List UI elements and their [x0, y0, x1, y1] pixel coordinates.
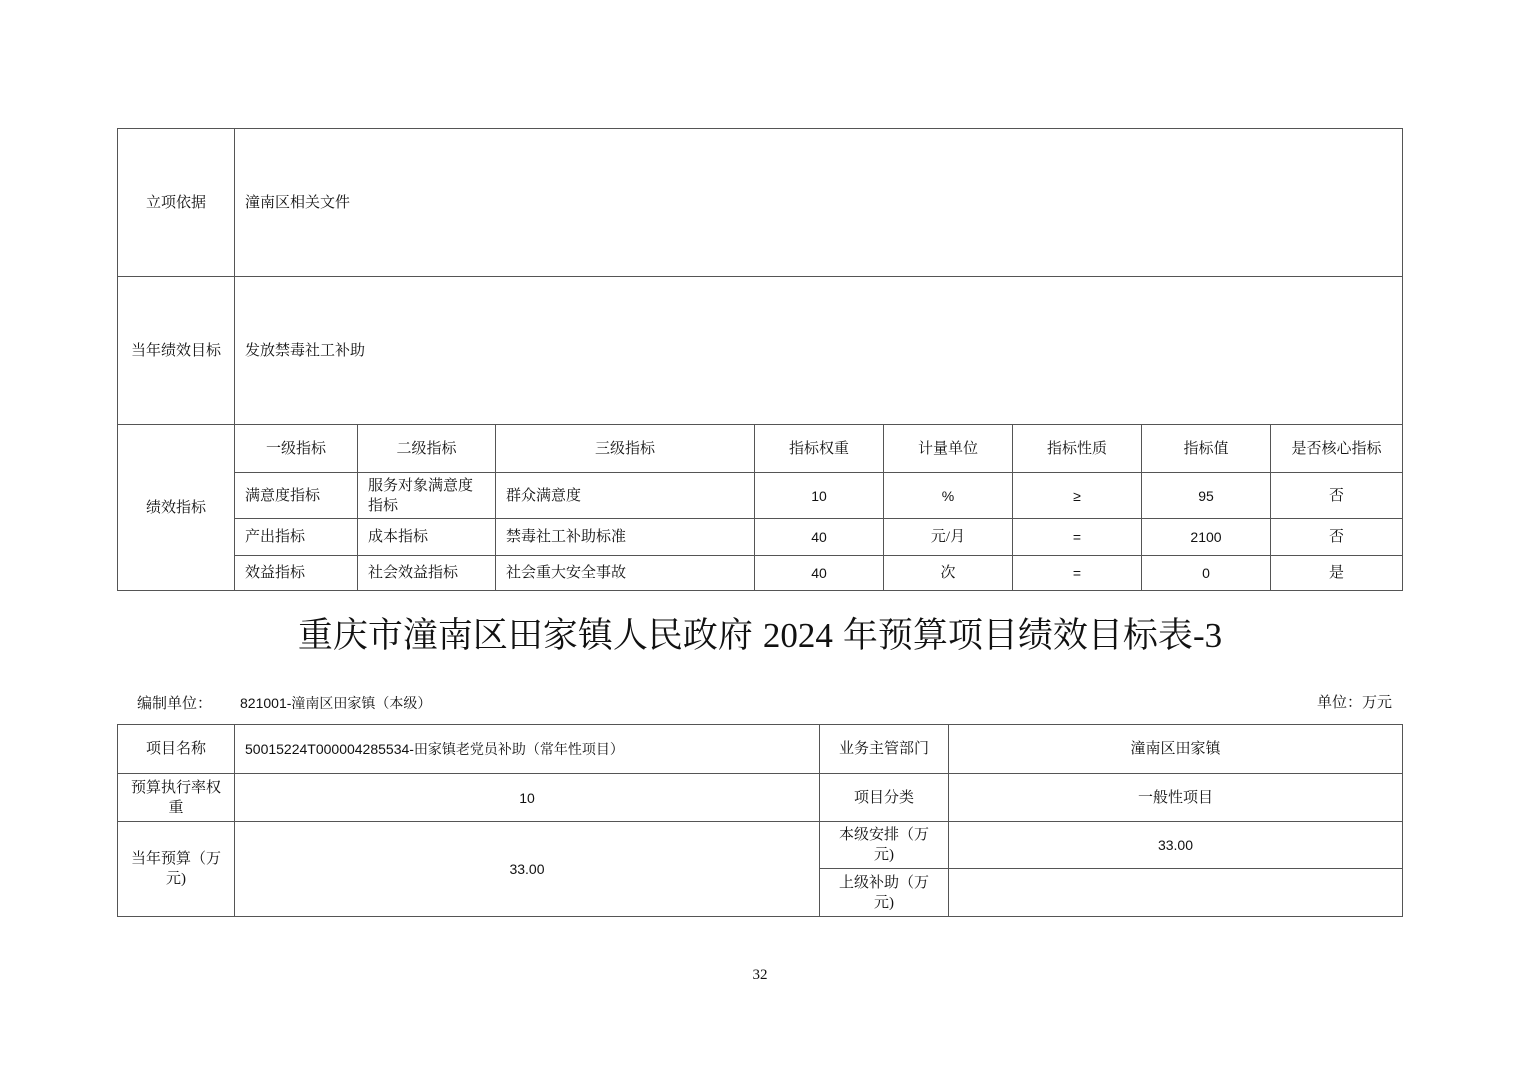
- performance-table-top: [117, 128, 1403, 591]
- local-value: 33.00: [949, 822, 1403, 869]
- local-label: 本级安排（万元): [820, 822, 949, 869]
- level2-cell: 成本指标: [358, 519, 496, 556]
- category-value: 一般性项目: [949, 774, 1403, 822]
- header-cell: 是否核心指标: [1271, 425, 1403, 473]
- page-title: [0, 612, 1520, 660]
- level3-cell: 社会重大安全事故: [496, 556, 755, 591]
- header-cell: 指标性质: [1013, 425, 1142, 473]
- budget-label: 当年预算（万元): [118, 822, 235, 917]
- basis-value: 潼南区相关文件: [235, 129, 1403, 277]
- basis-label: 立项依据: [118, 129, 235, 277]
- dept-label: 业务主管部门: [820, 725, 949, 774]
- title-suffix: 年预算项目绩效目标表: [842, 616, 1193, 656]
- value-cell: 2100: [1142, 519, 1271, 556]
- level1-cell: 产出指标: [235, 519, 358, 556]
- table-row: [118, 473, 1403, 519]
- header-cell: 指标权重: [755, 425, 884, 473]
- goal-value: 发放禁毒社工补助: [235, 277, 1403, 425]
- weight-cell: 40: [755, 556, 884, 591]
- unit-cell: 次: [884, 556, 1013, 591]
- header-cell: 二级指标: [358, 425, 496, 473]
- rate-value: 10: [235, 774, 820, 822]
- core-cell: 否: [1271, 519, 1403, 556]
- project-name-value: 50015224T000004285534-田家镇老党员补助（常年性项目）: [235, 725, 820, 774]
- project-name-label: 项目名称: [118, 725, 235, 774]
- level1-cell: 效益指标: [235, 556, 358, 591]
- title-prefix: 重庆市潼南区田家镇人民政府: [297, 616, 753, 656]
- title-year: 2024: [762, 616, 833, 655]
- core-cell: 否: [1271, 473, 1403, 519]
- header-cell: 计量单位: [884, 425, 1013, 473]
- compiler-unit: [137, 692, 431, 715]
- project-info-table: [117, 724, 1403, 917]
- unit-cell: %: [884, 473, 1013, 519]
- nature-cell: =: [1013, 556, 1142, 591]
- nature-cell: =: [1013, 519, 1142, 556]
- dept-value: 潼南区田家镇: [949, 725, 1403, 774]
- value-cell: 0: [1142, 556, 1271, 591]
- level3-cell: 群众满意度: [496, 473, 755, 519]
- value-cell: 95: [1142, 473, 1271, 519]
- header-cell: 指标值: [1142, 425, 1271, 473]
- upper-label: 上级补助（万元): [820, 869, 949, 917]
- page-number: 32: [752, 967, 768, 983]
- budget-value: 33.00: [235, 822, 820, 917]
- header-cell: 三级指标: [496, 425, 755, 473]
- title-number: -3: [1192, 616, 1223, 655]
- nature-cell: ≥: [1013, 473, 1142, 519]
- level2-cell: 服务对象满意度指标: [358, 473, 496, 519]
- level3-cell: 禁毒社工补助标准: [496, 519, 755, 556]
- weight-cell: 40: [755, 519, 884, 556]
- unit-cell: 元/月: [884, 519, 1013, 556]
- compiler-unit-label: 编制单位：: [137, 696, 213, 712]
- compiler-unit-value: 821001-潼南区田家镇（本级）: [240, 695, 432, 711]
- goal-label: 当年绩效目标: [118, 277, 235, 425]
- core-cell: 是: [1271, 556, 1403, 591]
- indicators-label: 绩效指标: [118, 425, 235, 591]
- table-row: [118, 556, 1403, 591]
- rate-label: 预算执行率权重: [118, 774, 235, 822]
- category-label: 项目分类: [820, 774, 949, 822]
- header-cell: 一级指标: [235, 425, 358, 473]
- upper-value: [949, 869, 1403, 917]
- weight-cell: 10: [755, 473, 884, 519]
- level1-cell: 满意度指标: [235, 473, 358, 519]
- currency-unit: 单位：万元: [1316, 695, 1392, 711]
- table-row: [118, 519, 1403, 556]
- level2-cell: 社会效益指标: [358, 556, 496, 591]
